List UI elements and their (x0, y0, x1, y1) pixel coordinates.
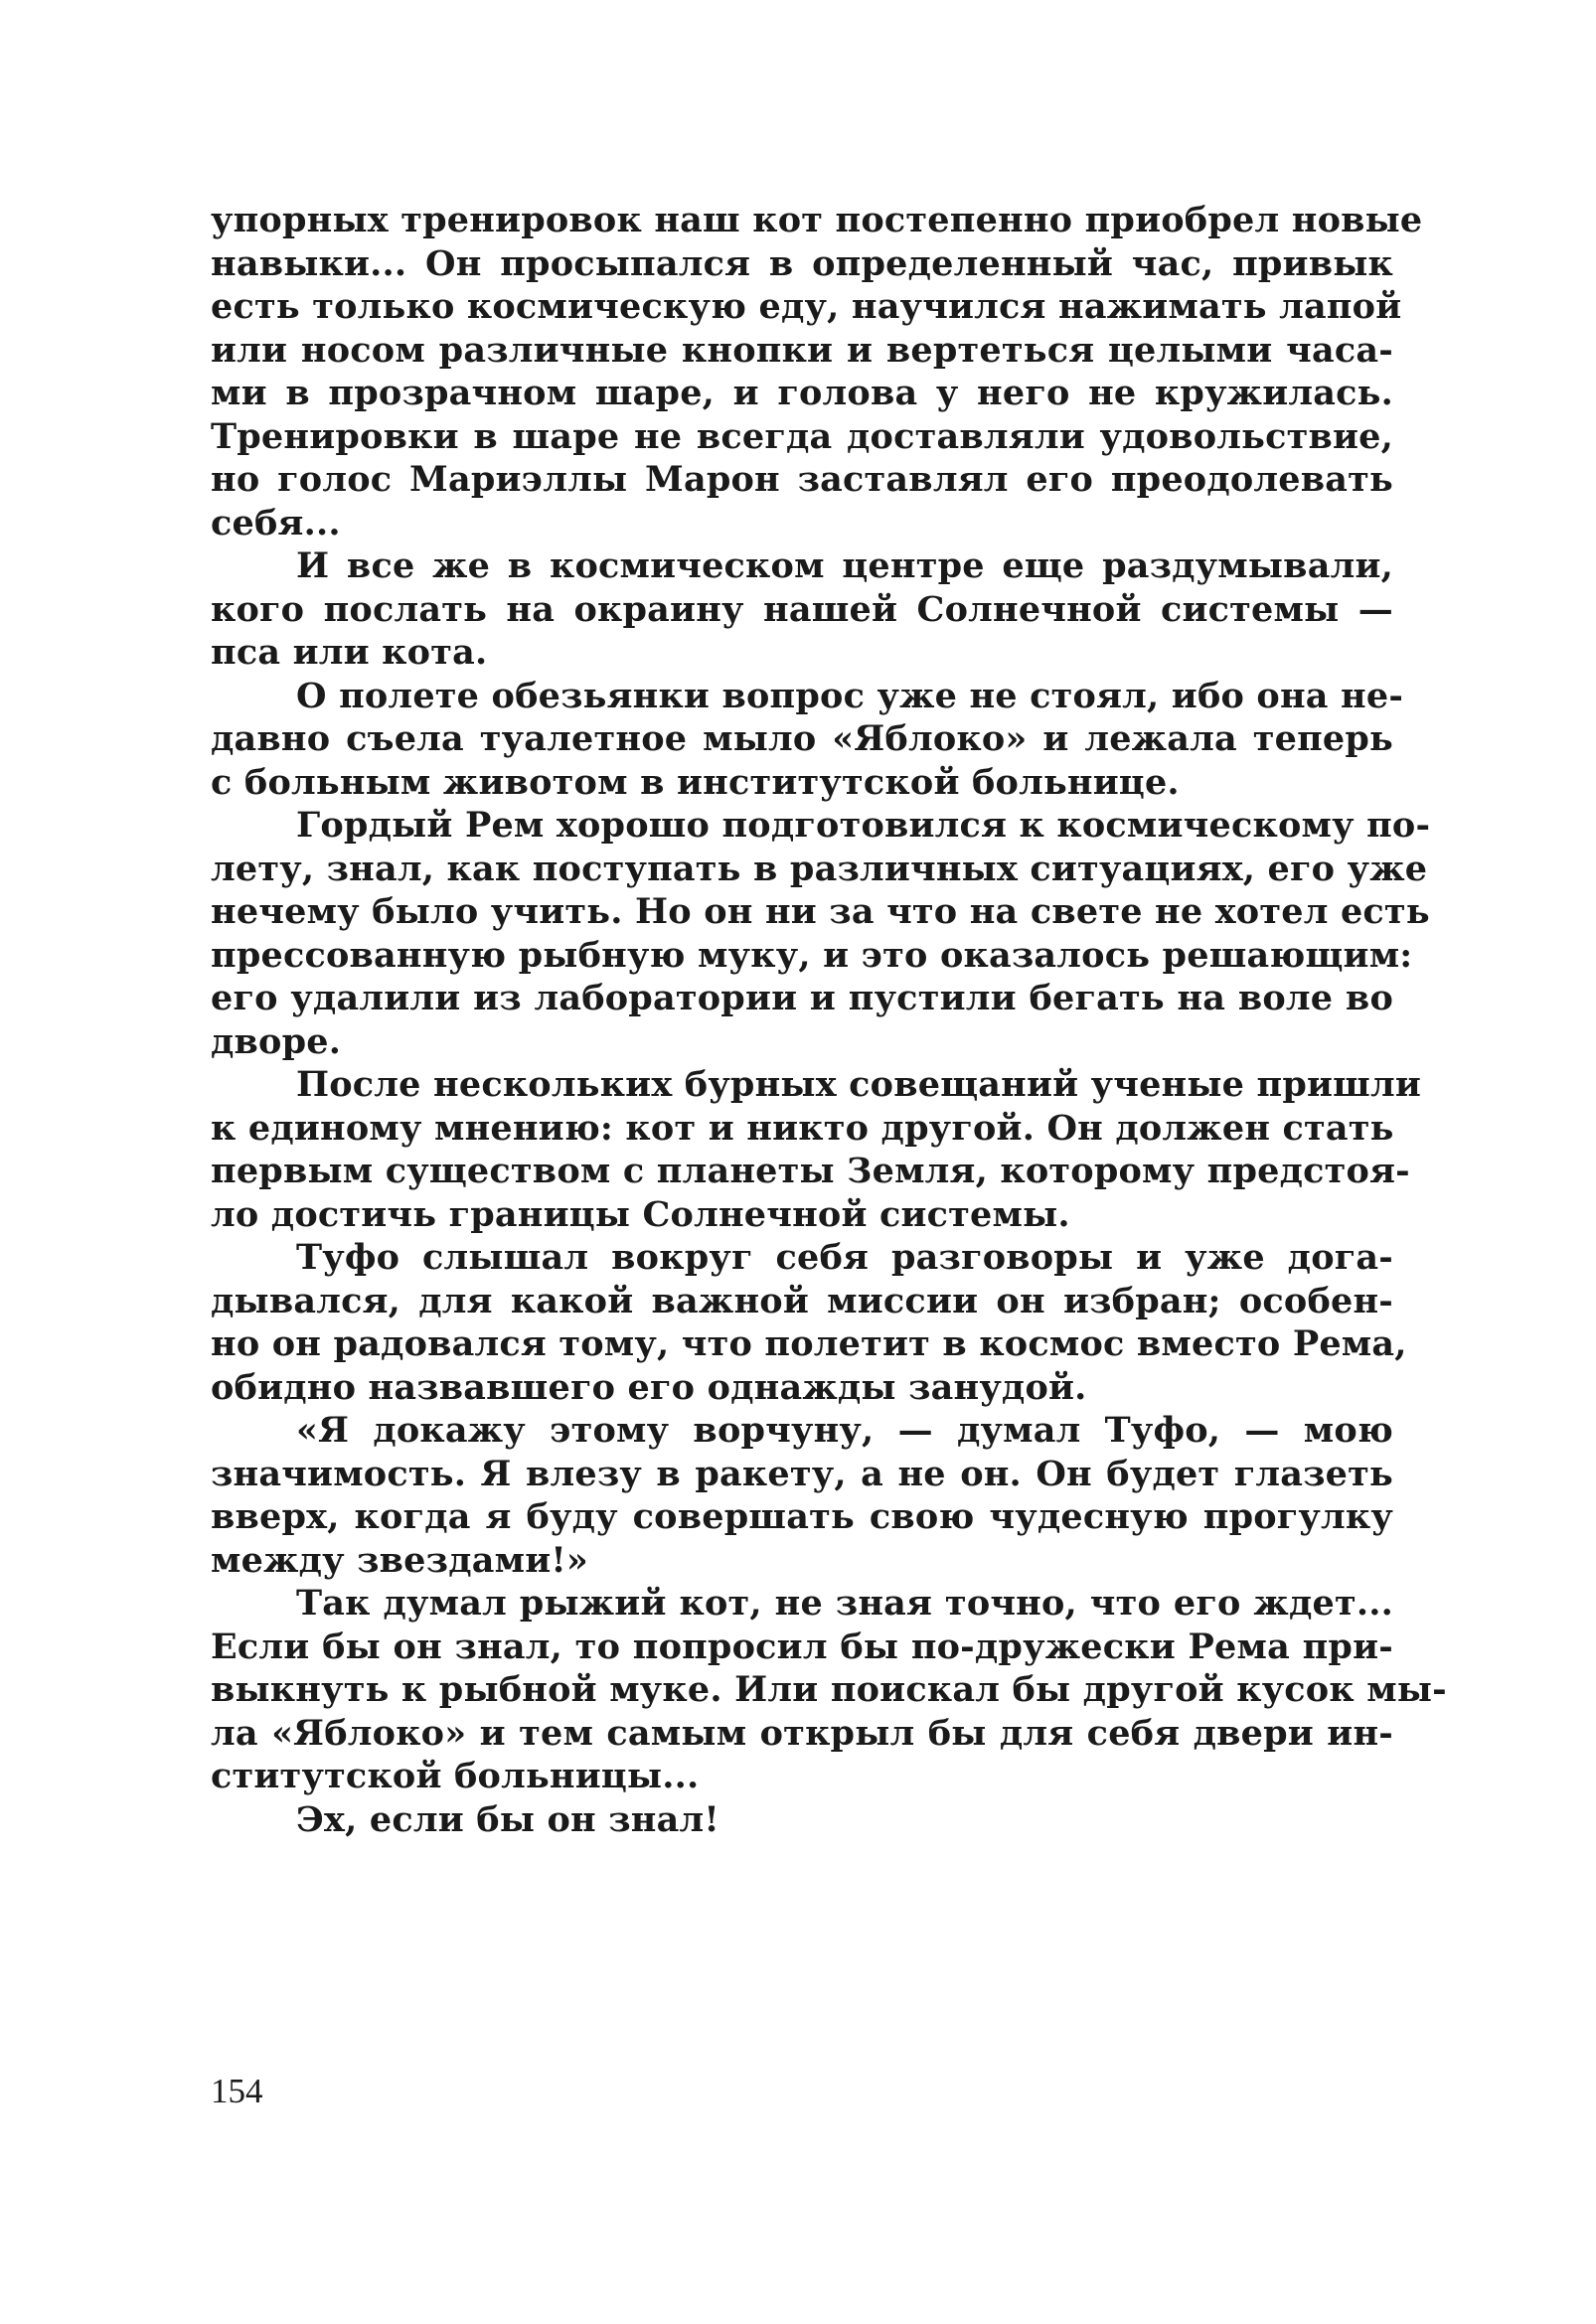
text-line: себя... (211, 502, 341, 543)
text-line: ло достичь границы Солнечной системы. (211, 1193, 1070, 1235)
text-line: навыки... Он просыпался в определенный час, привык (211, 242, 1393, 284)
text-line: Гордый Рем хорошо подготовился к космическому по- (296, 805, 1431, 846)
text-line: значимость. Я влезу в ракету, а не он. Он будет глазеть (211, 1453, 1393, 1494)
text-line: нечему было учить. Но он ни за что на свете не хотел есть (211, 891, 1430, 932)
text-line: дворе. (211, 1020, 342, 1062)
text-line: первым существом с планеты Земля, которому предстоя- (211, 1151, 1410, 1191)
text-line: к единому мнению: кот и никто другой. Он должен стать (211, 1107, 1394, 1149)
text-line: Туфо слышал вокруг себя разговоры и уже дога- (296, 1237, 1393, 1278)
paragraph (211, 804, 1431, 1063)
text-line: вверх, когда я буду совершать свою чудесную прогулку (211, 1496, 1393, 1537)
text-line: дывался, для какой важной миссии он избран; особен- (211, 1280, 1393, 1321)
text-line: обидно назвавшего его однажды занудой. (211, 1366, 1087, 1408)
page-number: 154 (211, 2072, 263, 2110)
paragraph (211, 1409, 1393, 1582)
body-text (211, 199, 1447, 1841)
text-line: или носом различные кнопки и вертеться целыми часа- (211, 329, 1393, 371)
paragraph (211, 675, 1404, 805)
paragraph (211, 199, 1423, 544)
paragraph (211, 544, 1393, 675)
text-line: выкнуть к рыбной муке. Или поискал бы другой кусок мы- (211, 1669, 1447, 1710)
text-line: но он радовался тому, что полетит в космос вместо Рема, (211, 1323, 1407, 1364)
text-line: ми в прозрачном шаре, и голова у него не кружилась. (211, 373, 1393, 413)
text-line: Тренировки в шаре не всегда доставляли удовольствие, (211, 415, 1393, 457)
paragraph (211, 1582, 1447, 1798)
text-line: Так думал рыжий кот, не зная точно, что его ждет... (296, 1583, 1393, 1624)
text-line: лету, знал, как поступать в различных ситуациях, его уже (211, 848, 1428, 889)
paragraph (211, 1798, 1393, 1842)
text-line: И все же в космическом центре еще раздумывали, (296, 545, 1393, 586)
paragraph (211, 1236, 1407, 1409)
paragraph (211, 1063, 1422, 1236)
text-line: Если бы он знал, то попросил бы по-дружески Рема при- (211, 1626, 1393, 1667)
text-line: кого послать на окраину нашей Солнечной системы — (211, 588, 1393, 630)
text-line: давно съела туалетное мыло «Яблоко» и лежала теперь (211, 718, 1393, 759)
text-line: между звездами!» (211, 1539, 588, 1581)
text-line: «Я докажу этому ворчуну, — думал Туфо, — мою (296, 1410, 1393, 1451)
text-line: ститутской больницы... (211, 1756, 700, 1796)
text-line: О полете обезьянки вопрос уже не стоял, ибо она не- (296, 675, 1404, 716)
text-line: пса или кота. (211, 632, 488, 673)
text-line: Эх, если бы он знал! (296, 1798, 719, 1840)
text-line: После нескольких бурных совещаний ученые пришли (296, 1064, 1422, 1105)
text-line: ла «Яблоко» и тем самым открыл бы для себя двери ин- (211, 1712, 1393, 1754)
text-line: упорных тренировок наш кот постепенно приобрел новые (211, 200, 1423, 240)
text-line: есть только космическую еду, научился нажимать лапой (211, 286, 1402, 327)
text-line: прессованную рыбную муку, и это оказалось решающим: (211, 934, 1413, 976)
text-line: с больным животом в институтской больнице. (211, 761, 1180, 803)
text-line: его удалили из лаборатории и пустили бегать на воле во (211, 978, 1393, 1018)
text-line: но голос Мариэллы Марон заставлял его преодолевать (211, 459, 1393, 500)
